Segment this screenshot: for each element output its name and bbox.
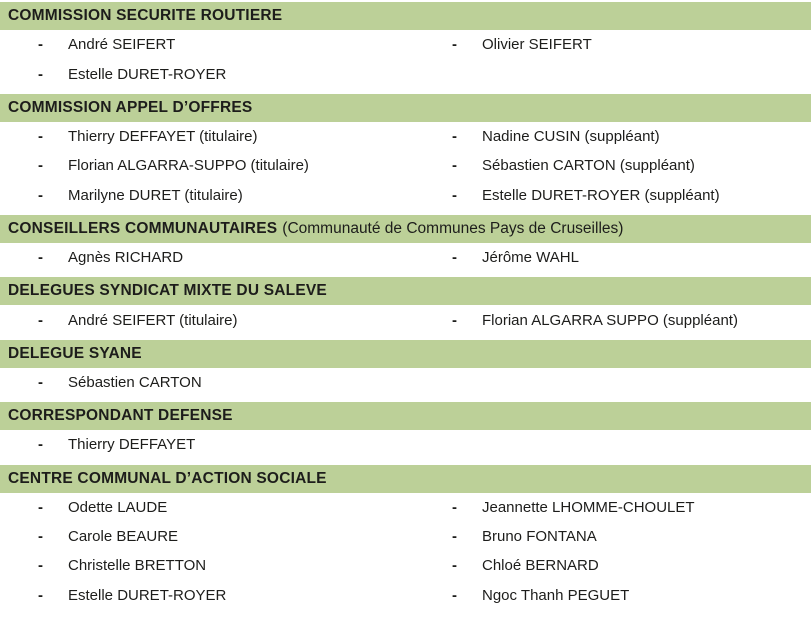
member-row xyxy=(0,122,811,151)
member-name: Ngoc Thanh PEGUET xyxy=(482,586,630,604)
dash-bullet: - xyxy=(38,127,43,145)
member-row xyxy=(0,368,811,397)
section-header-bar xyxy=(0,94,811,122)
member-name: André SEIFERT xyxy=(68,36,176,54)
member-row xyxy=(0,30,811,59)
member-name: Florian ALGARRA SUPPO (suppléant) xyxy=(482,311,738,329)
section-title: CENTRE COMMUNAL D’ACTION SOCIALE xyxy=(8,469,327,487)
member-name: Jeannette LHOMME-CHOULET xyxy=(482,498,695,516)
member-name: Sébastien CARTON (suppléant) xyxy=(482,157,695,175)
section-commission-appel-doffres xyxy=(0,94,811,210)
member-name: Nadine CUSIN (suppléant) xyxy=(482,127,660,145)
section-title: DELEGUE SYANE xyxy=(8,344,142,362)
dash-bullet: - xyxy=(38,373,43,391)
member-row xyxy=(0,243,811,272)
section-title: DELEGUES SYNDICAT MIXTE DU SALEVE xyxy=(8,282,327,300)
member-row xyxy=(0,551,811,580)
section-header-bar xyxy=(0,402,811,430)
section-header-bar xyxy=(0,215,811,243)
member-name: Estelle DURET-ROYER (suppléant) xyxy=(482,186,720,204)
member-cell-left xyxy=(0,312,414,329)
section-header-bar xyxy=(0,2,811,30)
member-name: Christelle BRETTON xyxy=(68,557,207,575)
member-cell-right xyxy=(414,128,811,145)
member-row xyxy=(0,181,811,210)
member-cell-left xyxy=(0,187,414,204)
member-row xyxy=(0,493,811,522)
member-cell-left xyxy=(0,157,414,174)
member-row xyxy=(0,151,811,180)
member-name: Thierry DEFFAYET (titulaire) xyxy=(68,127,258,145)
dash-bullet: - xyxy=(38,36,43,54)
dash-bullet: - xyxy=(452,311,457,329)
dash-bullet: - xyxy=(452,157,457,175)
member-row xyxy=(0,430,811,459)
dash-bullet: - xyxy=(452,36,457,54)
member-cell-right xyxy=(414,587,811,604)
member-name: Agnès RICHARD xyxy=(68,249,184,267)
member-cell-right xyxy=(414,187,811,204)
dash-bullet: - xyxy=(452,249,457,267)
dash-bullet: - xyxy=(38,249,43,267)
section-conseillers-communautaires xyxy=(0,215,811,272)
member-cell-right xyxy=(414,499,811,516)
section-title: COMMISSION SECURITE ROUTIERE xyxy=(8,7,283,24)
member-name: Florian ALGARRA-SUPPO (titulaire) xyxy=(68,157,309,175)
member-cell-left xyxy=(0,374,414,391)
member-cell-right xyxy=(414,312,811,329)
dash-bullet: - xyxy=(452,557,457,575)
dash-bullet: - xyxy=(452,127,457,145)
dash-bullet: - xyxy=(452,498,457,516)
section-delegues-syndicat-mixte-du-saleve xyxy=(0,277,811,334)
section-centre-communal-daction-sociale xyxy=(0,465,811,611)
member-cell-right xyxy=(414,249,811,266)
member-cell-left xyxy=(0,66,414,83)
section-title: CORRESPONDANT DEFENSE xyxy=(8,407,233,425)
member-cell-left xyxy=(0,128,414,145)
member-name: Jérôme WAHL xyxy=(482,249,579,267)
dash-bullet: - xyxy=(38,586,43,604)
section-title-suffix: (Communauté de Communes Pays de Cruseilles) xyxy=(282,219,624,237)
dash-bullet: - xyxy=(452,586,457,604)
member-name: Sébastien CARTON xyxy=(68,373,202,391)
section-header-bar xyxy=(0,277,811,305)
member-name: André SEIFERT (titulaire) xyxy=(68,311,238,329)
dash-bullet: - xyxy=(452,528,457,546)
section-title: CONSEILLERS COMMUNAUTAIRES xyxy=(8,219,278,237)
section-delegue-syane xyxy=(0,340,811,397)
section-header-bar xyxy=(0,465,811,493)
member-row xyxy=(0,522,811,551)
member-cell-right xyxy=(414,157,811,174)
member-name: Chloé BERNARD xyxy=(482,557,599,575)
dash-bullet: - xyxy=(38,528,43,546)
dash-bullet: - xyxy=(38,65,43,83)
member-cell-right xyxy=(414,528,811,545)
member-cell-left xyxy=(0,36,414,53)
dash-bullet: - xyxy=(38,311,43,329)
section-correspondant-defense xyxy=(0,402,811,459)
member-cell-left xyxy=(0,436,414,453)
member-name: Estelle DURET-ROYER xyxy=(68,586,227,604)
section-title: COMMISSION APPEL D’OFFRES xyxy=(8,98,253,116)
member-row xyxy=(0,59,811,88)
member-name: Bruno FONTANA xyxy=(482,528,597,546)
member-cell-left xyxy=(0,249,414,266)
dash-bullet: - xyxy=(38,498,43,516)
member-cell-left xyxy=(0,528,414,545)
dash-bullet: - xyxy=(38,186,43,204)
member-cell-right xyxy=(414,557,811,574)
member-cell-right xyxy=(414,36,811,53)
member-name: Estelle DURET-ROYER xyxy=(68,65,227,83)
section-commission-securite-routiere xyxy=(0,2,811,89)
dash-bullet: - xyxy=(38,157,43,175)
member-name: Thierry DEFFAYET xyxy=(68,436,196,454)
member-name: Carole BEAURE xyxy=(68,528,179,546)
member-name: Marilyne DURET (titulaire) xyxy=(68,186,243,204)
member-cell-left xyxy=(0,499,414,516)
member-name: Olivier SEIFERT xyxy=(482,36,592,54)
section-header-bar xyxy=(0,340,811,368)
member-cell-left xyxy=(0,557,414,574)
member-name: Odette LAUDE xyxy=(68,498,168,516)
dash-bullet: - xyxy=(38,436,43,454)
member-row xyxy=(0,581,811,610)
dash-bullet: - xyxy=(38,557,43,575)
member-row xyxy=(0,305,811,334)
dash-bullet: - xyxy=(452,186,457,204)
member-cell-left xyxy=(0,587,414,604)
